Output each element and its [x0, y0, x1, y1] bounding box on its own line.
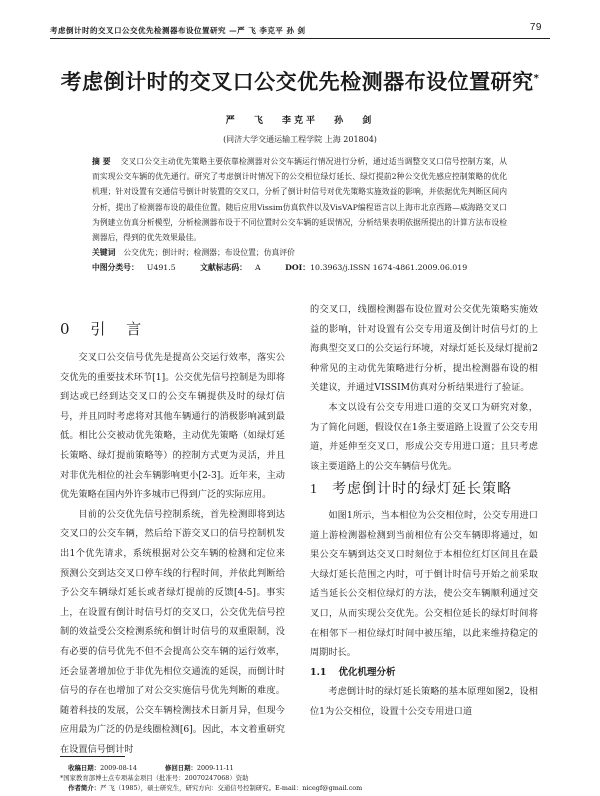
author-info-text: 严 飞（1985），硕士研究生，研究方向：交通信号控制研究。E-mail：nicegf@gmail.com: [100, 784, 363, 792]
paper-title-text: 考虑倒计时的交叉口公交优先检测器布设位置研究: [60, 70, 534, 94]
footnote-author: [60, 783, 530, 793]
keywords-text: 公交优先；倒计时；检测器；布设位置；仿真评价: [123, 248, 295, 258]
section-number: 1: [310, 482, 318, 498]
revised-label: 修回日期：: [164, 764, 197, 772]
abstract-block: [92, 154, 507, 275]
doc-code-label: 文献标志码：: [200, 263, 247, 273]
doi-label: DOI：: [285, 263, 311, 273]
paragraph: 如图1所示，当本相位为公交相位时，公交专用进口道上游检测器检测到当前相位有公交车辆即将通过，如果公交车辆到达交叉口时刻位于本相位红灯区间且在最大绿灯延长范围之内时，可于倒计时信号开始之前采取适当延长公交相位绿灯的方法，使公交车辆顺利通过交叉口，从而实现公交优先。公交相位延长的绿灯时间将在相邻下一相位绿灯时间中被压缩，以此来维持稳定的周期时长。: [310, 509, 538, 659]
clc-value: U491.5: [146, 263, 176, 273]
received-label: 收稿日期：: [68, 764, 101, 772]
paragraph: 目前的公交优先信号控制系统，首先检测即将到达交叉口的公交车辆，然后给下游交叉口的信号控制机发出1个优先请求，系统根据对公交车辆的检测和定位来预测公交到达交叉口停车线的行程时间，并依此判断给予公交车辆绿灯延长或者绿灯提前的反馈[4-5]。事实上，在设置有倒计时信号灯的交叉口，公交优先信号控制的效益受公交检测系统和倒计时信号的双重限制，没有必要的信号优先不但不会提高公交车辆的运行效率，还会显著增加位于非优先相位交通流的延误，而倒计时信号的存在也增加了对公交实施信号优先判断的难度。随着科技的发展，公交车辆检测技术日新月异，但现今应用最为广泛的仍是线圈检测[6]。因此，本文着重研究在设置信号倒计时: [60, 508, 285, 755]
keywords: [92, 245, 507, 260]
paper-affiliation: (同济大学交通运输工程学院 上海 201804): [223, 135, 377, 144]
abstract-text: 交叉口公交主动优先策略主要依靠检测器对公交车辆运行情况进行分析，通过适当调整交叉口信号控制方案，从而实现公交车辆的优先通行。研究了考虑倒计时情况下的公交相位绿灯延长、绿灯提前2种公交优先感应控制策略的优化机理；针对设置有交通信号倒计时装置的交叉口，分析了倒计时信号对优先策略实施效益的影响，并依据优先判断区间内分析，提出了检测器布设的最佳位置。随后应用Vissim仿真软件以及VisVAP编程语言以上海市北京西路—威海路交叉口为例建立仿真分析模型，分析检测器布设于不同位置时公交车辆的延误情况，分析结果表明依据所提出的计算方法布设检测器后，得到的优先效果最佳。: [92, 157, 508, 243]
paragraph: 本文以设有公交专用进口道的交叉口为研究对象，为了简化问题，假设仅在1条主要道路上设置了公交专用道，并延伸至交叉口，形成公交专用进口道；且只考虑该主要道路上的公交车辆信号优先。: [310, 401, 538, 472]
author-info-label: 作者简介：: [68, 784, 101, 792]
revised-date: 2009-11-11: [196, 764, 234, 772]
section-title: 引 言: [90, 320, 150, 338]
footnote-divider: [60, 756, 125, 757]
running-header: [50, 22, 550, 39]
footnote-funding: *国家教育部博士点专项基金项目（批准号：20070247068）资助: [60, 774, 249, 782]
section-title: 考虑倒计时的绿灯延长策略: [332, 481, 512, 498]
subsection-number: 1.1: [310, 666, 327, 678]
received-date: 2009-08-14: [100, 764, 137, 772]
keywords-label: 关键词: [92, 248, 116, 258]
left-column: [60, 348, 285, 759]
paragraph: 的交叉口，线圈检测器布设位置对公交优先策略实施效益的影响，针对设置有公交专用道及倒计时信号灯的上海典型交叉口的公交运行环境，对绿灯延长及绿灯提前2种常见的主动优先策略进行分析，提出检测器布设的相关建议，并通过VISSIM仿真对分析结果进行了验证。: [310, 304, 538, 394]
page-number: 79: [529, 22, 542, 33]
paragraph: 交叉口公交信号优先是提高公交运行效率，落实公交优先的重要技术环节[1]。公交优先信号控制是为即将到达或已经到达交叉口的公交车辆提供及时的绿灯信号，并且同时考虑将对其他车辆通行的消极影响减到最低。相比公交被动优先策略，主动优先策略（如绿灯延长策略、绿灯提前策略等）的控制方式更为灵活，并且对非优先相位的社会车辆影响更小[2-3]。近年来，主动优先策略在国内外许多城市已得到广泛的实际应用。: [60, 352, 285, 501]
section-1-heading: [310, 480, 538, 500]
paper-title: [0, 66, 600, 96]
abstract-label: 摘 要: [92, 157, 111, 166]
abstract: [92, 154, 507, 245]
paragraph: 考虑倒计时的绿灯延长策略的基本原理如图2，设相位1为公交相位，设置十公交专用进口道: [310, 686, 538, 717]
subsection-title: 优化机理分析: [338, 666, 396, 678]
section-0-heading: [60, 318, 149, 339]
paper-authors: 严 飞 李克平 孙 剑: [225, 116, 375, 126]
section-number: 0: [60, 320, 78, 338]
running-header-title: 考虑倒计时的交叉口公交优先检测器布设位置研究 —严 飞 李克平 孙 剑: [50, 26, 306, 35]
doi-value: 10.3963/j.ISSN 1674-4861.2009.06.019: [310, 263, 468, 273]
clc-label: 中图分类号：: [92, 263, 139, 273]
title-footnote-mark: *: [533, 73, 540, 84]
section-1-1-heading: [310, 663, 538, 683]
right-column: [310, 300, 538, 721]
classification-line: [92, 260, 507, 275]
footnote-dates: [60, 763, 530, 773]
doc-code-value: A: [254, 263, 261, 273]
footnotes: [60, 763, 530, 793]
